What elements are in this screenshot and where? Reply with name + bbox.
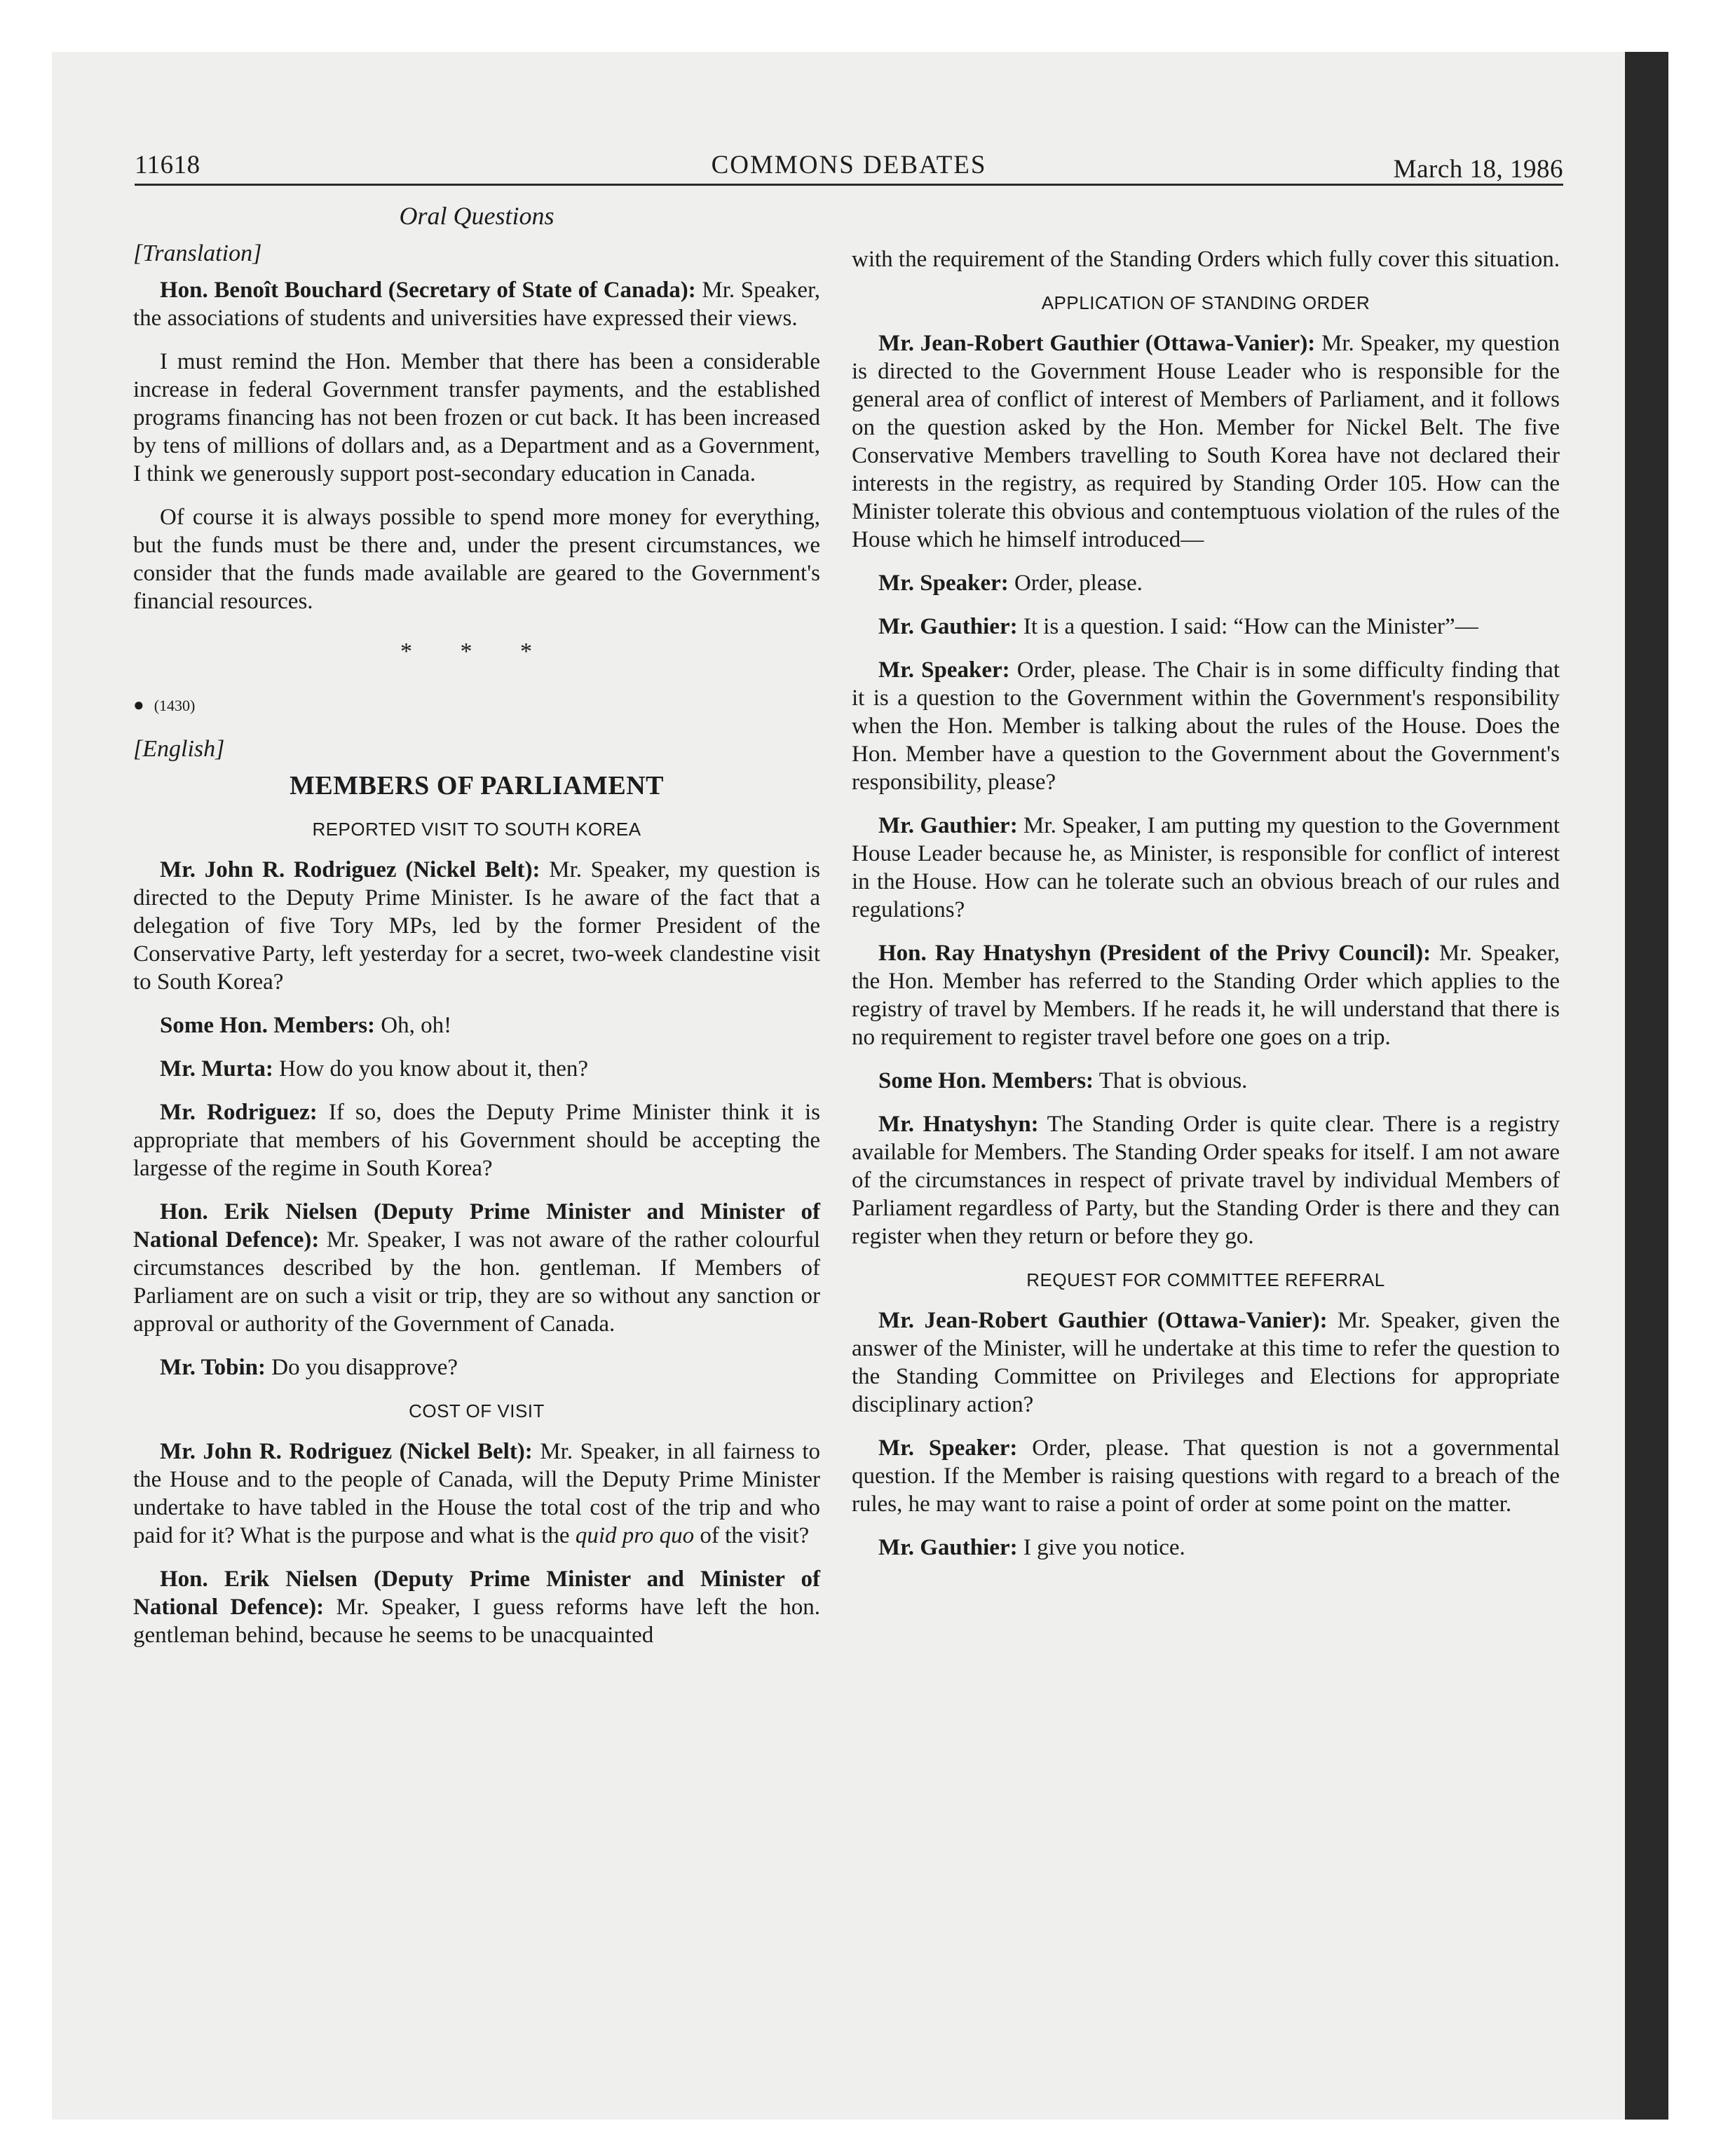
page-number: 11618 bbox=[135, 151, 200, 179]
bullet-icon: ● bbox=[133, 695, 144, 715]
speaker-name: Mr. Gauthier: bbox=[878, 614, 1018, 639]
speaker-name: Mr. Jean-Robert Gauthier (Ottawa-Vanier): bbox=[878, 331, 1316, 356]
paragraph: Mr. Speaker: Order, please. That question is not a governmental question. If the Member is raising questions with regard to a breach of the rules, he may want to raise a point of order at some point on the matter. bbox=[852, 1435, 1560, 1517]
paragraph: Hon. Ray Hnatyshyn (President of the Privy Council): Mr. Speaker, the Hon. Member has referred to the Standing Order which applies to the registry of travel by Members. If he reads it, he will understand that there is no requirement to register travel before one goes on a trip. bbox=[852, 941, 1560, 1050]
subheading: COST OF VISIT bbox=[409, 1400, 545, 1421]
speaker-name: Hon. Ray Hnatyshyn (President of the Privy Council): bbox=[878, 941, 1431, 966]
speaker-name: Some Hon. Members: bbox=[160, 1013, 376, 1038]
speaker-name: Mr. John R. Rodriguez (Nickel Belt): bbox=[160, 1439, 533, 1464]
subheading: REQUEST FOR COMMITTEE REFERRAL bbox=[1026, 1269, 1385, 1290]
speaker-name: Mr. Murta: bbox=[160, 1056, 273, 1082]
paragraph: with the requirement of the Standing Orders which fully cover this situation. bbox=[852, 247, 1560, 272]
paragraph: I must remind the Hon. Member that there has been a considerable increase in federal Government transfer payments, and the established programs financing has not been frozen or cut back. It has been increased by tens of millions of dollars and, as a Department and as a Government, I think we generously support post-secondary education in Canada. bbox=[133, 349, 820, 486]
paragraph: Hon. Erik Nielsen (Deputy Prime Minister and Minister of National Defence): Mr. Speaker, I guess reforms have left the hon. gentleman behind, because he seems to be unacquainted bbox=[133, 1567, 820, 1648]
publication-title: COMMONS DEBATES bbox=[711, 151, 987, 179]
speaker-name: Some Hon. Members: bbox=[878, 1068, 1094, 1093]
paragraph: Mr. Rodriguez: If so, does the Deputy Prime Minister think it is appropriate that members of his Government should be accepting the largesse of the regime in South Korea? bbox=[133, 1100, 821, 1181]
paragraph: Mr. John R. Rodriguez (Nickel Belt): Mr. Speaker, my question is directed to the Deputy Prime Minister. Is he aware of the fact that a delegation of five Tory MPs, led by the former President of the Conservative Party, left yesterday for a secret, two-week clandestine visit to South Korea? bbox=[133, 857, 820, 995]
running-head: Oral Questions bbox=[399, 202, 554, 230]
subheading: REPORTED VISIT TO SOUTH KOREA bbox=[312, 819, 641, 840]
paragraph: Hon. Benoît Bouchard (Secretary of State of Canada): Mr. Speaker, the associations of students and universities have expressed their views. bbox=[133, 278, 820, 331]
language-marker: [Translation] bbox=[133, 240, 262, 266]
section-separator: * * * bbox=[400, 639, 553, 664]
paragraph: Hon. Erik Nielsen (Deputy Prime Minister and Minister of National Defence): Mr. Speaker, I was not aware of the rather colourful circumstances described by the hon. gentleman. If Members of Parliament are on such a visit or trip, they are so without any sanction or approval or authority of the Government of Canada. bbox=[133, 1199, 820, 1337]
speaker-name: Hon. Benoît Bouchard (Secretary of State of Canada): bbox=[160, 278, 696, 303]
paragraph: Mr. Speaker: Order, please. The Chair is in some difficulty finding that it is a question to the Government within the Government's responsibility when the Hon. Member is talking about the rules of the House. Does the Hon. Member have a question to the Government about the Government's responsibility, please? bbox=[852, 657, 1560, 795]
speaker-name: Mr. Gauthier: bbox=[878, 813, 1018, 838]
speaker-name: Mr. Gauthier: bbox=[878, 1535, 1018, 1560]
paragraph: Of course it is always possible to spend more money for everything, but the funds must be there and, under the present circumstances, we consider that the funds made available are geared to the Government's financial resources. bbox=[133, 505, 820, 614]
speaker-name: Mr. Jean-Robert Gauthier (Ottawa-Vanier): bbox=[878, 1308, 1328, 1333]
right-column bbox=[852, 245, 1560, 1577]
speaker-name: Mr. Hnatyshyn: bbox=[878, 1112, 1039, 1137]
speaker-name: Mr. Speaker: bbox=[878, 1435, 1018, 1461]
paragraph: Mr. Speaker: Order, please. bbox=[878, 571, 1143, 596]
paragraph: Some Hon. Members: Oh, oh! bbox=[160, 1013, 452, 1038]
publication-date: March 18, 1986 bbox=[1393, 155, 1563, 184]
paragraph: Mr. Gauthier: I give you notice. bbox=[878, 1535, 1185, 1560]
speaker-name: Mr. John R. Rodriguez (Nickel Belt): bbox=[160, 857, 540, 882]
scan-edge-shadow bbox=[1625, 52, 1668, 2120]
paragraph: Mr. Hnatyshyn: The Standing Order is quite clear. There is a registry available for Members. The Standing Order speaks for itself. I am not aware of the circumstances in respect of private travel by individual Members of Parliament regardless of Party, but the Standing Order is there and they can register when they return or before they go. bbox=[852, 1112, 1560, 1249]
section-heading: MEMBERS OF PARLIAMENT bbox=[289, 771, 665, 800]
time-marker: ● (1430) bbox=[133, 695, 196, 715]
paragraph: Mr. Jean-Robert Gauthier (Ottawa-Vanier): Mr. Speaker, my question is directed to the Government House Leader who is responsible for the general area of conflict of interest of Members of Parliament, and it follows on the question asked by the Hon. Member for Nickel Belt. The five Conservative Members travelling to South Korea have not declared their interests in the registry, as required by Standing Order 105. How can the Minister tolerate this obvious and contemptuous violation of the rules of the House which he himself introduced— bbox=[852, 331, 1560, 552]
speaker-name: Hon. Erik Nielsen (Deputy Prime Minister and Minister of National Defence): bbox=[133, 1199, 820, 1253]
paragraph: Some Hon. Members: That is obvious. bbox=[878, 1068, 1248, 1093]
paragraph: Mr. Tobin: Do you disapprove? bbox=[160, 1355, 458, 1380]
speaker-name: Mr. Speaker: bbox=[878, 657, 1010, 683]
header-rule bbox=[135, 184, 1563, 186]
speaker-name: Mr. Tobin: bbox=[160, 1355, 266, 1380]
paragraph: Mr. Jean-Robert Gauthier (Ottawa-Vanier): Mr. Speaker, given the answer of the Minister, will he undertake at this time to refer the question to the Standing Committee on Privileges and Elections for appropriate disciplinary action? bbox=[852, 1308, 1560, 1417]
paragraph: Mr. Murta: How do you know about it, then? bbox=[160, 1056, 588, 1082]
speaker-name: Mr. Speaker: bbox=[878, 571, 1009, 596]
language-marker: [English] bbox=[133, 736, 225, 762]
subheading: APPLICATION OF STANDING ORDER bbox=[1041, 292, 1370, 313]
paragraph: Mr. Gauthier: Mr. Speaker, I am putting my question to the Government House Leader because he, as Minister, is responsible for conflict of interest in the House. How can he tolerate such an obvious breach of our rules and regulations? bbox=[852, 813, 1560, 922]
speaker-name: Mr. Rodriguez: bbox=[160, 1100, 318, 1125]
speaker-name: Hon. Erik Nielsen (Deputy Prime Minister and Minister of National Defence): bbox=[133, 1567, 820, 1620]
left-column bbox=[133, 196, 820, 1665]
paragraph: Mr. John R. Rodriguez (Nickel Belt): Mr. Speaker, in all fairness to the House and to the people of Canada, will the Deputy Prime Minister undertake to have tabled in the House the total cost of the trip and who paid for it? What is the purpose and what is the quid pro quo of the visit? bbox=[133, 1439, 820, 1548]
paragraph: Mr. Gauthier: It is a question. I said: “How can the Minister”— bbox=[878, 614, 1478, 639]
